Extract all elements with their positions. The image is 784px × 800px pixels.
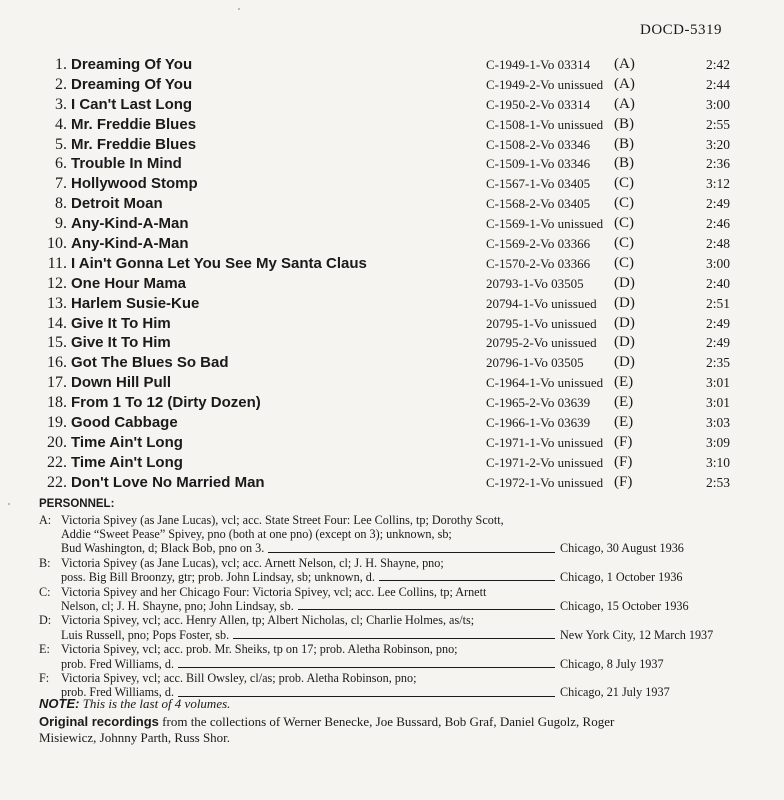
personnel-line: Victoria Spivey, vcl; acc. prob. Mr. Sheiks, tp on 17; prob. Aletha Robinson, pno; (61, 642, 458, 657)
personnel-line: Addie “Sweet Pease” Spivey, pno (both at one pno) (except on 3); unknown, sb; (61, 526, 452, 541)
personnel-last-line (61, 570, 558, 584)
track-duration: 3:01 (706, 395, 731, 411)
matrix-number: 20793-1-Vo 03505 (486, 275, 584, 291)
matrix-number: 20796-1-Vo 03505 (486, 355, 584, 371)
track-number: 7. (55, 175, 67, 193)
matrix-number: C-1569-2-Vo 03366 (486, 236, 591, 252)
track-number: 16. (47, 354, 67, 372)
session-group: (B) (614, 115, 634, 132)
personnel-last-line (61, 599, 558, 613)
track-row (0, 294, 784, 314)
track-row (0, 393, 784, 413)
matrix-number: C-1567-1-Vo 03405 (486, 176, 591, 192)
matrix-number: C-1966-1-Vo 03639 (486, 415, 591, 431)
session-group: (D) (614, 274, 635, 291)
personnel-line: prob. Fred Williams, d. (61, 656, 175, 671)
track-row (0, 174, 784, 194)
track-title: Harlem Susie-Kue (71, 294, 200, 312)
track-title: Give It To Him (71, 314, 171, 332)
track-title: Dreaming Of You (71, 56, 193, 73)
matrix-number: C-1508-1-Vo unissued (486, 116, 604, 132)
session-group: (C) (614, 235, 634, 252)
track-number: 5. (55, 135, 67, 153)
session-letter: C: (39, 584, 51, 599)
track-duration: 3:09 (706, 434, 731, 450)
track-number: 4. (55, 115, 67, 133)
personnel-heading: PERSONNEL: (39, 498, 115, 510)
session-group: (C) (614, 175, 634, 192)
track-number: 3. (55, 95, 67, 113)
personnel-last-line (61, 541, 558, 555)
leader-rule (233, 628, 555, 639)
track-list (0, 55, 784, 493)
track-number: 22. (47, 473, 67, 491)
track-row (0, 75, 784, 95)
matrix-number: C-1971-1-Vo unissued (486, 434, 604, 450)
matrix-number: C-1950-2-Vo 03314 (486, 96, 591, 112)
track-row (0, 254, 784, 274)
session-place-date: Chicago, 8 July 1937 (560, 656, 664, 671)
session-group: (E) (614, 394, 634, 411)
matrix-number: C-1972-1-Vo unissued (486, 474, 604, 490)
personnel-line: prob. Fred Williams, d. (61, 685, 175, 700)
track-number: 18. (47, 394, 67, 412)
note-label: NOTE: (39, 696, 80, 711)
session-group: (C) (614, 254, 634, 271)
track-duration: 2:36 (706, 156, 731, 172)
original-recordings-credit (39, 714, 739, 746)
track-row (0, 234, 784, 254)
track-row (0, 353, 784, 373)
track-number: 6. (55, 155, 67, 173)
session-group: (C) (614, 195, 634, 212)
note-text: This is the last of 4 volumes. (82, 696, 231, 711)
track-number: 2. (55, 75, 67, 93)
print-speck (238, 8, 240, 10)
track-number: 13. (47, 294, 67, 312)
track-title: Time Ain't Long (71, 433, 183, 451)
session-group: (B) (614, 135, 634, 152)
catalog-number: DOCD-5319 (640, 22, 722, 38)
leader-rule (268, 541, 555, 552)
track-number: 17. (47, 374, 67, 392)
personnel-last-line (61, 628, 558, 642)
track-number: 1. (55, 56, 67, 73)
print-speck (8, 503, 10, 505)
track-number: 12. (47, 274, 67, 292)
track-duration: 2:53 (706, 474, 731, 490)
track-title: Give It To Him (71, 334, 171, 352)
track-duration: 3:20 (706, 136, 731, 152)
track-title: Mr. Freddie Blues (71, 115, 197, 133)
track-duration: 2:49 (706, 315, 731, 331)
session-place-date: Chicago, 1 October 1936 (560, 570, 683, 585)
session-letter: E: (39, 642, 50, 657)
track-title: Any-Kind-A-Man (71, 215, 189, 233)
track-row (0, 95, 784, 115)
track-row (0, 314, 784, 334)
track-title: Don't Love No Married Man (71, 473, 265, 491)
track-title: From 1 To 12 (Dirty Dozen) (71, 394, 261, 412)
track-row (0, 274, 784, 294)
personnel-line: Luis Russell, pno; Pops Foster, sb. (61, 627, 230, 642)
track-title: One Hour Mama (71, 274, 187, 292)
volume-note (39, 696, 230, 712)
track-duration: 2:49 (706, 196, 731, 212)
track-duration: 3:00 (706, 255, 731, 271)
personnel-line: Victoria Spivey and her Chicago Four: Victoria Spivey, vcl; acc. Lee Collins, tp; Arnett (61, 584, 487, 599)
track-duration: 2:48 (706, 236, 731, 252)
track-duration: 2:55 (706, 116, 731, 132)
session-group: (B) (614, 155, 634, 172)
personnel-line: Victoria Spivey (as Jane Lucas), vcl; acc. Arnett Nelson, cl; J. H. Shayne, pno; (61, 555, 444, 570)
leader-rule (178, 685, 555, 696)
track-row (0, 55, 784, 75)
session-place-date: Chicago, 15 October 1936 (560, 598, 689, 613)
track-duration: 3:12 (706, 176, 731, 192)
track-number: 8. (55, 195, 67, 213)
track-duration: 2:42 (706, 57, 731, 72)
track-row (0, 453, 784, 473)
track-row (0, 154, 784, 174)
original-recordings-label: Original recordings (39, 714, 159, 729)
track-title: Down Hill Pull (71, 374, 171, 392)
personnel-line: Victoria Spivey (as Jane Lucas), vcl; acc. State Street Four: Lee Collins, tp; Dorothy Scott, (61, 512, 504, 527)
track-row (0, 373, 784, 393)
track-row (0, 413, 784, 433)
personnel-line: Bud Washington, d; Black Bob, pno on 3. (61, 541, 265, 556)
track-title: Mr. Freddie Blues (71, 135, 197, 153)
track-title: Dreaming Of You (71, 75, 193, 93)
session-group: (A) (614, 56, 635, 72)
matrix-number: C-1949-2-Vo unissued (486, 76, 604, 92)
track-row (0, 194, 784, 214)
matrix-number: C-1971-2-Vo unissued (486, 454, 604, 470)
personnel-line: poss. Big Bill Broonzy, gtr; prob. John Lindsay, sb; unknown, d. (61, 570, 375, 585)
track-duration: 2:49 (706, 335, 731, 351)
matrix-number: 20795-1-Vo unissued (486, 315, 597, 331)
track-number: 11. (47, 254, 67, 272)
matrix-number: C-1964-1-Vo unissued (486, 375, 604, 391)
track-number: 22. (47, 453, 67, 471)
session-group: (E) (614, 414, 634, 431)
track-title: Any-Kind-A-Man (71, 235, 189, 253)
session-letter: D: (39, 613, 52, 628)
track-duration: 2:51 (706, 295, 731, 311)
session-group: (A) (614, 75, 635, 92)
track-row (0, 433, 784, 453)
track-duration: 2:46 (706, 216, 731, 232)
leader-rule (298, 599, 555, 610)
track-title: Hollywood Stomp (71, 175, 198, 193)
matrix-number: 20795-2-Vo unissued (486, 335, 597, 351)
track-row (0, 115, 784, 135)
session-group: (E) (614, 374, 634, 391)
session-group: (C) (614, 215, 634, 232)
track-row (0, 214, 784, 234)
track-number: 9. (55, 215, 67, 233)
session-group: (D) (614, 314, 635, 331)
track-duration: 3:10 (706, 454, 731, 470)
session-group: (D) (614, 354, 635, 371)
session-letter: A: (39, 512, 52, 527)
matrix-number: 20794-1-Vo unissued (486, 295, 597, 311)
track-number: 14. (47, 314, 67, 332)
track-duration: 2:44 (706, 76, 731, 92)
personnel-last-line (61, 657, 558, 671)
track-number: 19. (47, 414, 67, 432)
original-recordings-text-2: Misiewicz, Johnny Parth, Russ Shor. (39, 730, 231, 745)
matrix-number: C-1949-1-Vo 03314 (486, 57, 591, 72)
track-title: Good Cabbage (71, 414, 178, 432)
leader-rule (379, 570, 555, 581)
session-group: (F) (614, 433, 633, 450)
track-title: Got The Blues So Bad (71, 354, 229, 372)
track-title: Trouble In Mind (71, 155, 182, 173)
session-place-date: Chicago, 21 July 1937 (560, 685, 670, 700)
track-title: I Ain't Gonna Let You See My Santa Claus (71, 254, 367, 272)
matrix-number: C-1568-2-Vo 03405 (486, 196, 591, 212)
personnel-line: Victoria Spivey, vcl; acc. Bill Owsley, cl/as; prob. Aletha Robinson, pno; (61, 670, 417, 685)
session-group: (A) (614, 95, 635, 112)
track-row (0, 135, 784, 155)
track-duration: 3:03 (706, 415, 731, 431)
track-title: Time Ain't Long (71, 453, 183, 471)
leader-rule (178, 657, 555, 668)
session-place-date: Chicago, 30 August 1936 (560, 541, 684, 556)
matrix-number: C-1509-1-Vo 03346 (486, 156, 591, 172)
session-group: (D) (614, 294, 635, 311)
track-row (0, 333, 784, 353)
session-letter: B: (39, 555, 51, 570)
track-title: I Can't Last Long (71, 95, 193, 113)
personnel-line: Victoria Spivey, vcl; acc. Henry Allen, tp; Albert Nicholas, cl; Charlie Holmes, as/ts; (61, 613, 475, 628)
session-group: (F) (614, 453, 633, 470)
track-duration: 3:01 (706, 375, 731, 391)
track-number: 15. (47, 334, 67, 352)
track-duration: 3:00 (706, 96, 731, 112)
track-number: 20. (47, 433, 67, 451)
session-group: (F) (614, 473, 633, 490)
personnel-line: Nelson, cl; J. H. Shayne, pno; John Lindsay, sb. (61, 598, 294, 613)
track-number: 10. (47, 235, 67, 253)
session-group: (D) (614, 334, 635, 351)
matrix-number: C-1965-2-Vo 03639 (486, 395, 591, 411)
track-title: Detroit Moan (71, 195, 163, 213)
track-row (0, 473, 784, 493)
track-duration: 2:35 (706, 355, 731, 371)
matrix-number: C-1508-2-Vo 03346 (486, 136, 591, 152)
session-place-date: New York City, 12 March 1937 (560, 627, 714, 642)
session-letter: F: (39, 670, 50, 685)
matrix-number: C-1570-2-Vo 03366 (486, 255, 591, 271)
matrix-number: C-1569-1-Vo unissued (486, 216, 604, 232)
original-recordings-text-1: from the collections of Werner Benecke, Joe Bussard, Bob Graf, Daniel Gugolz, Roger (158, 714, 615, 729)
track-duration: 2:40 (706, 275, 731, 291)
